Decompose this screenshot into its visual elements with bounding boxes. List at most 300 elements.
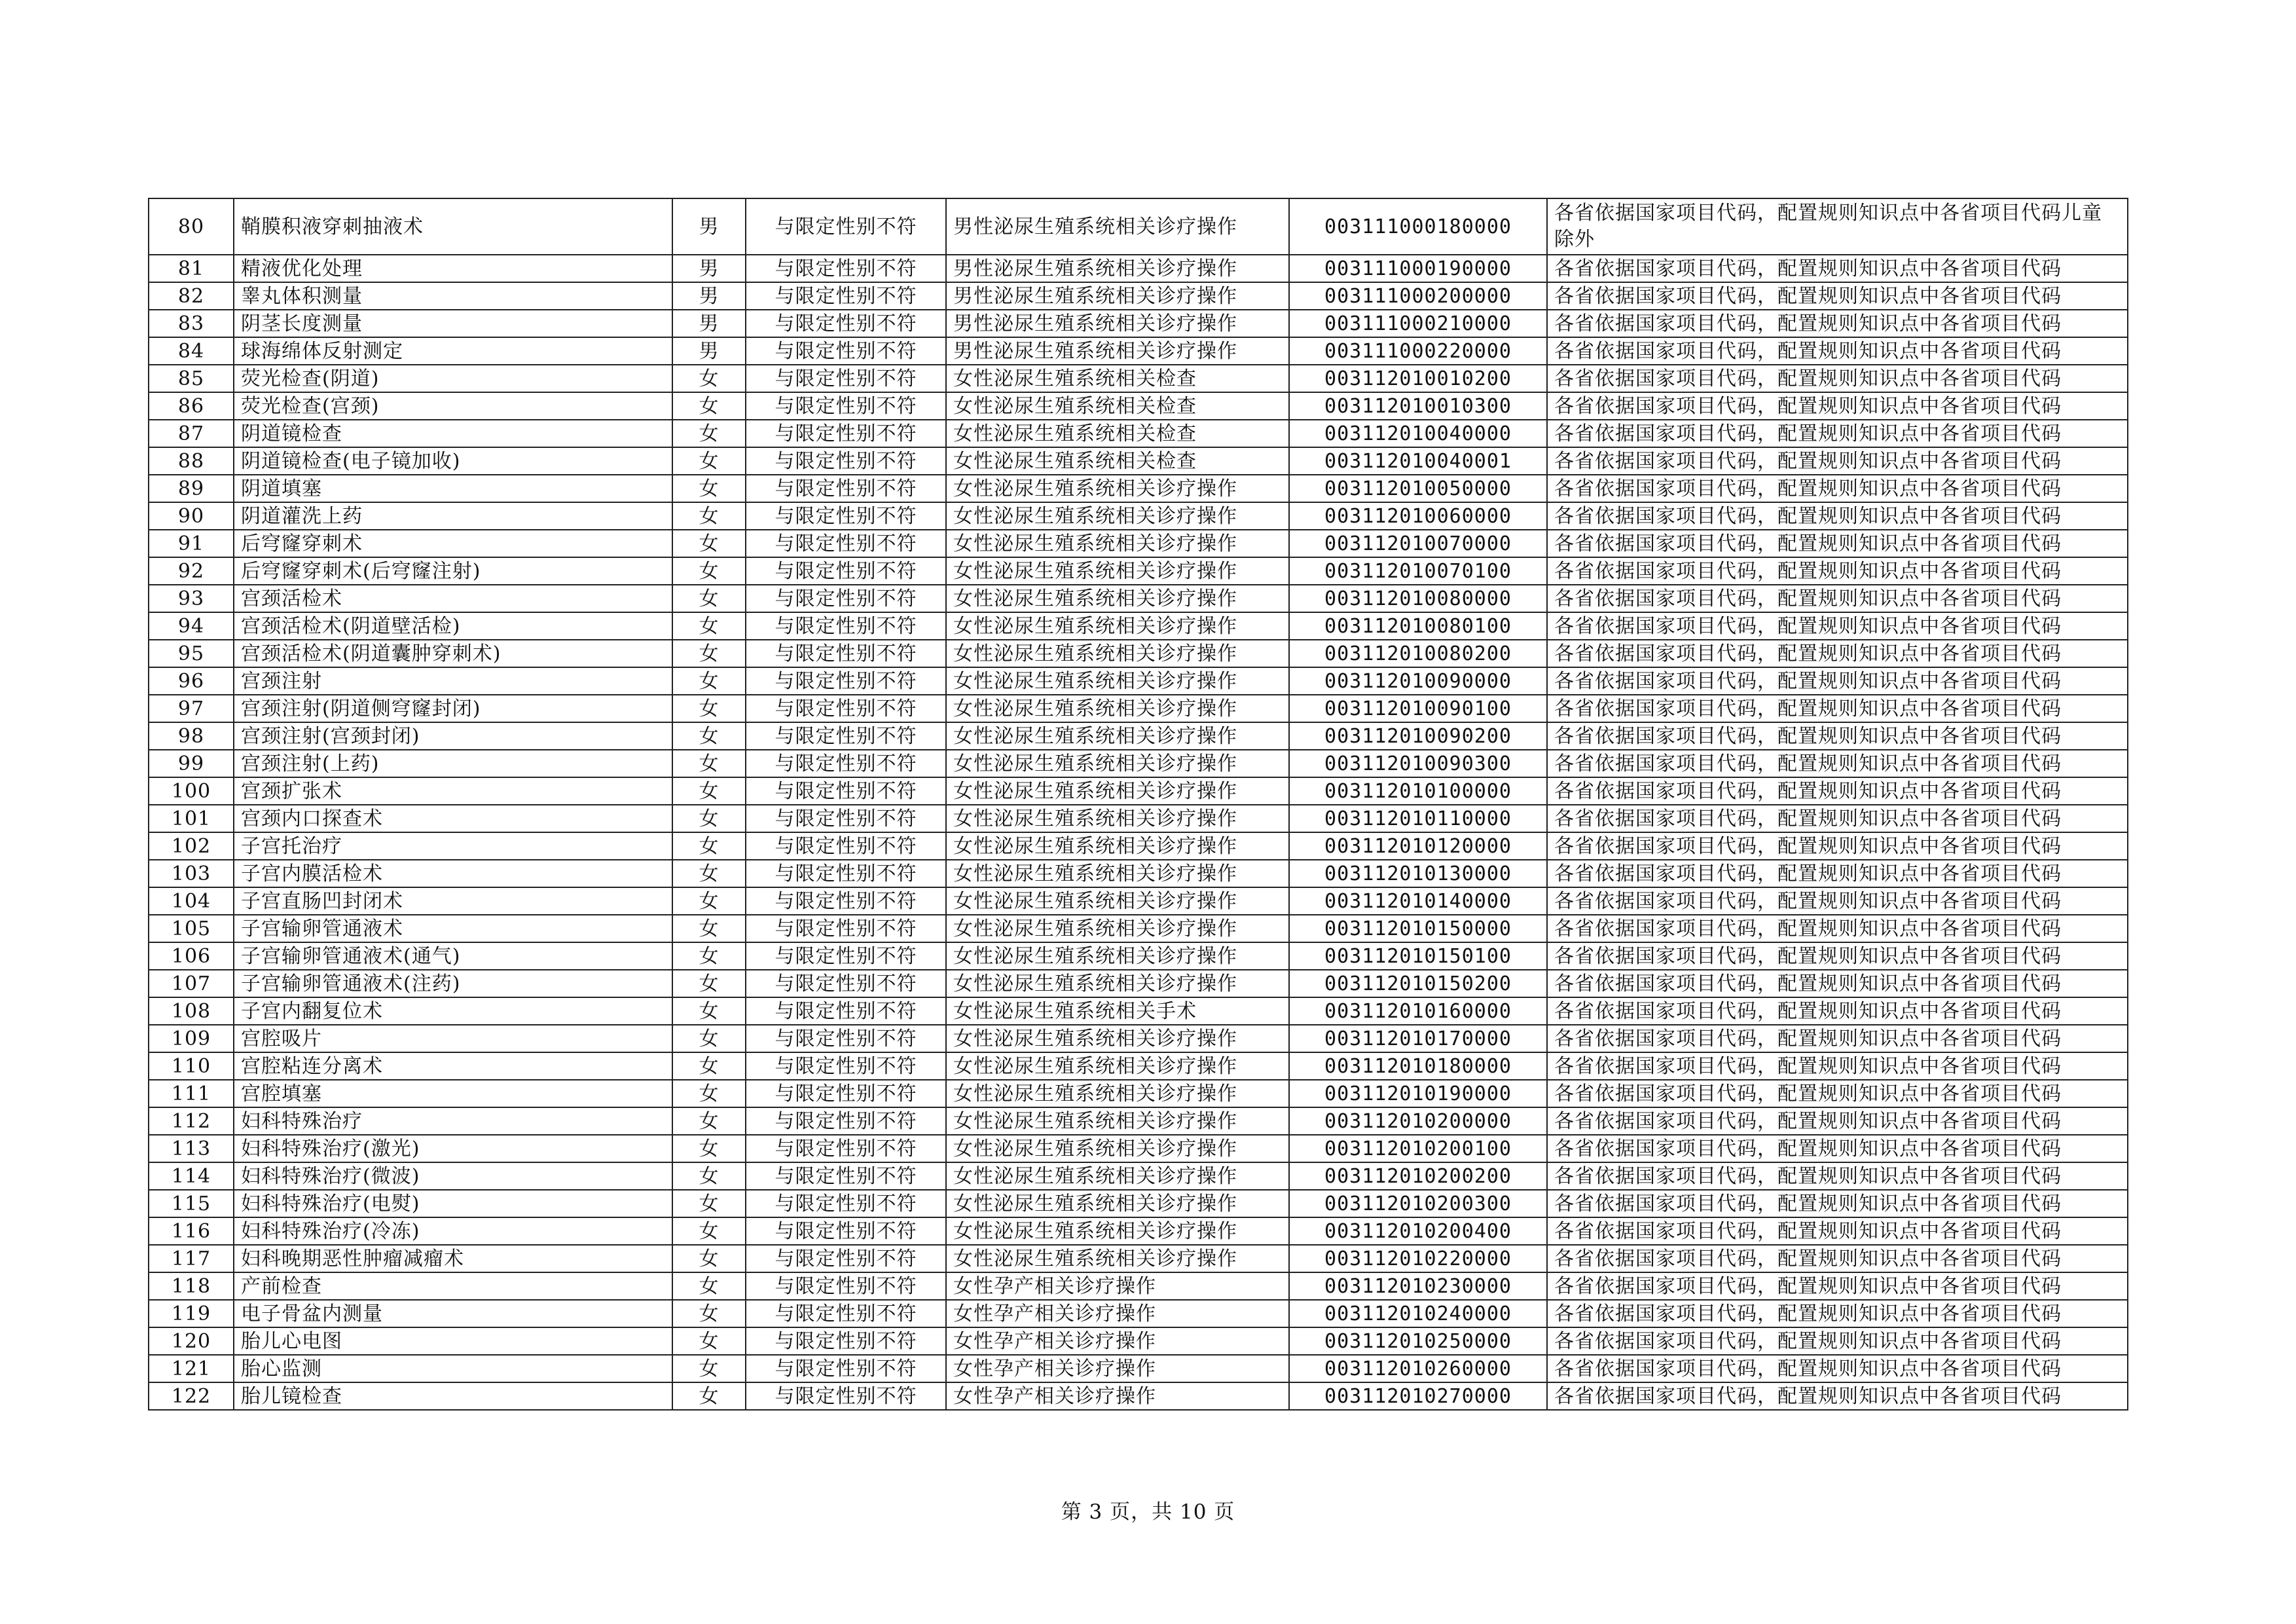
- table-row: [149, 640, 2128, 667]
- limited-gender: 女: [672, 475, 746, 502]
- limited-gender: 女: [672, 997, 746, 1025]
- rules-table: [148, 198, 2128, 1411]
- rule-description: 与限定性别不符: [746, 530, 946, 557]
- rule-description: 与限定性别不符: [746, 310, 946, 337]
- table-row: [149, 255, 2128, 282]
- item-name: 荧光检查(阴道): [234, 365, 672, 392]
- configuration-note: 各省依据国家项目代码，配置规则知识点中各省项目代码: [1547, 337, 2128, 365]
- item-name: 阴道填塞: [234, 475, 672, 502]
- item-name: 子宫输卵管通液术(注药): [234, 970, 672, 997]
- item-code: 003112010160000: [1289, 997, 1547, 1025]
- table-row: [149, 1025, 2128, 1052]
- row-number: 90: [149, 502, 234, 530]
- rule-description: 与限定性别不符: [746, 557, 946, 585]
- row-number: 103: [149, 860, 234, 887]
- table-row: [149, 750, 2128, 777]
- item-name: 宫颈活检术(阴道囊肿穿刺术): [234, 640, 672, 667]
- item-code: 003112010150100: [1289, 942, 1547, 970]
- rule-description: 与限定性别不符: [746, 1025, 946, 1052]
- item-category: 男性泌尿生殖系统相关诊疗操作: [946, 198, 1289, 255]
- item-category: 女性泌尿生殖系统相关诊疗操作: [946, 530, 1289, 557]
- rule-description: 与限定性别不符: [746, 942, 946, 970]
- table-row: [149, 1190, 2128, 1217]
- item-code: 003112010200300: [1289, 1190, 1547, 1217]
- row-number: 108: [149, 997, 234, 1025]
- configuration-note: 各省依据国家项目代码，配置规则知识点中各省项目代码: [1547, 667, 2128, 695]
- configuration-note: 各省依据国家项目代码，配置规则知识点中各省项目代码: [1547, 1135, 2128, 1162]
- item-code: 003112010180000: [1289, 1052, 1547, 1080]
- item-code: 003112010190000: [1289, 1080, 1547, 1107]
- item-name: 宫颈内口探查术: [234, 805, 672, 832]
- row-number: 80: [149, 198, 234, 255]
- row-number: 104: [149, 887, 234, 915]
- configuration-note: 各省依据国家项目代码，配置规则知识点中各省项目代码: [1547, 447, 2128, 475]
- limited-gender: 女: [672, 970, 746, 997]
- rule-description: 与限定性别不符: [746, 997, 946, 1025]
- rule-description: 与限定性别不符: [746, 1300, 946, 1327]
- table-row: [149, 337, 2128, 365]
- row-number: 85: [149, 365, 234, 392]
- item-name: 阴茎长度测量: [234, 310, 672, 337]
- item-name: 宫腔填塞: [234, 1080, 672, 1107]
- item-name: 电子骨盆内测量: [234, 1300, 672, 1327]
- table-row: [149, 1135, 2128, 1162]
- configuration-note: 各省依据国家项目代码，配置规则知识点中各省项目代码: [1547, 695, 2128, 722]
- item-category: 女性孕产相关诊疗操作: [946, 1327, 1289, 1355]
- table-row: [149, 1162, 2128, 1190]
- item-code: 003112010060000: [1289, 502, 1547, 530]
- item-code: 003112010200200: [1289, 1162, 1547, 1190]
- item-name: 阴道镜检查(电子镜加收): [234, 447, 672, 475]
- item-name: 阴道镜检查: [234, 420, 672, 447]
- configuration-note: 各省依据国家项目代码，配置规则知识点中各省项目代码: [1547, 1190, 2128, 1217]
- row-number: 119: [149, 1300, 234, 1327]
- limited-gender: 女: [672, 1355, 746, 1382]
- rule-description: 与限定性别不符: [746, 1245, 946, 1272]
- configuration-note: 各省依据国家项目代码，配置规则知识点中各省项目代码: [1547, 1162, 2128, 1190]
- limited-gender: 男: [672, 198, 746, 255]
- table-row: [149, 392, 2128, 420]
- limited-gender: 女: [672, 585, 746, 612]
- limited-gender: 女: [672, 722, 746, 750]
- rule-description: 与限定性别不符: [746, 1190, 946, 1217]
- item-category: 女性泌尿生殖系统相关诊疗操作: [946, 612, 1289, 640]
- limited-gender: 男: [672, 337, 746, 365]
- table-body: [149, 198, 2128, 1410]
- item-name: 产前检查: [234, 1272, 672, 1300]
- row-number: 105: [149, 915, 234, 942]
- item-category: 女性泌尿生殖系统相关检查: [946, 365, 1289, 392]
- limited-gender: 女: [672, 1052, 746, 1080]
- limited-gender: 女: [672, 392, 746, 420]
- limited-gender: 男: [672, 255, 746, 282]
- limited-gender: 女: [672, 612, 746, 640]
- item-code: 003112010040001: [1289, 447, 1547, 475]
- item-name: 子宫直肠凹封闭术: [234, 887, 672, 915]
- table-row: [149, 310, 2128, 337]
- table-row: [149, 1272, 2128, 1300]
- row-number: 114: [149, 1162, 234, 1190]
- item-code: 003111000190000: [1289, 255, 1547, 282]
- item-code: 003112010080200: [1289, 640, 1547, 667]
- rule-description: 与限定性别不符: [746, 777, 946, 805]
- item-category: 女性泌尿生殖系统相关诊疗操作: [946, 1107, 1289, 1135]
- item-category: 女性泌尿生殖系统相关诊疗操作: [946, 1025, 1289, 1052]
- row-number: 88: [149, 447, 234, 475]
- item-code: 003111000220000: [1289, 337, 1547, 365]
- item-category: 女性泌尿生殖系统相关诊疗操作: [946, 695, 1289, 722]
- item-name: 荧光检查(宫颈): [234, 392, 672, 420]
- row-number: 113: [149, 1135, 234, 1162]
- row-number: 120: [149, 1327, 234, 1355]
- item-code: 003112010110000: [1289, 805, 1547, 832]
- item-name: 妇科晚期恶性肿瘤减瘤术: [234, 1245, 672, 1272]
- configuration-note: 各省依据国家项目代码，配置规则知识点中各省项目代码儿童除外: [1547, 198, 2128, 255]
- limited-gender: 女: [672, 750, 746, 777]
- configuration-note: 各省依据国家项目代码，配置规则知识点中各省项目代码: [1547, 365, 2128, 392]
- item-name: 精液优化处理: [234, 255, 672, 282]
- configuration-note: 各省依据国家项目代码，配置规则知识点中各省项目代码: [1547, 282, 2128, 310]
- configuration-note: 各省依据国家项目代码，配置规则知识点中各省项目代码: [1547, 777, 2128, 805]
- item-category: 女性泌尿生殖系统相关诊疗操作: [946, 777, 1289, 805]
- item-category: 女性泌尿生殖系统相关诊疗操作: [946, 502, 1289, 530]
- row-number: 89: [149, 475, 234, 502]
- limited-gender: 女: [672, 1080, 746, 1107]
- row-number: 91: [149, 530, 234, 557]
- table-row: [149, 1245, 2128, 1272]
- table-row: [149, 832, 2128, 860]
- item-code: 003112010130000: [1289, 860, 1547, 887]
- row-number: 122: [149, 1382, 234, 1410]
- rule-description: 与限定性别不符: [746, 805, 946, 832]
- row-number: 99: [149, 750, 234, 777]
- table-row: [149, 805, 2128, 832]
- row-number: 87: [149, 420, 234, 447]
- limited-gender: 女: [672, 640, 746, 667]
- rule-description: 与限定性别不符: [746, 1272, 946, 1300]
- rule-description: 与限定性别不符: [746, 392, 946, 420]
- item-code: 003112010200100: [1289, 1135, 1547, 1162]
- item-name: 宫颈注射(宫颈封闭): [234, 722, 672, 750]
- row-number: 94: [149, 612, 234, 640]
- item-code: 003112010090000: [1289, 667, 1547, 695]
- item-category: 女性泌尿生殖系统相关诊疗操作: [946, 750, 1289, 777]
- item-name: 胎心监测: [234, 1355, 672, 1382]
- table-row: [149, 667, 2128, 695]
- configuration-note: 各省依据国家项目代码，配置规则知识点中各省项目代码: [1547, 915, 2128, 942]
- table-row: [149, 970, 2128, 997]
- item-code: 003111000200000: [1289, 282, 1547, 310]
- table-row: [149, 502, 2128, 530]
- table-row: [149, 530, 2128, 557]
- table-row: [149, 1080, 2128, 1107]
- item-category: 男性泌尿生殖系统相关诊疗操作: [946, 255, 1289, 282]
- row-number: 98: [149, 722, 234, 750]
- item-category: 女性孕产相关诊疗操作: [946, 1382, 1289, 1410]
- limited-gender: 女: [672, 942, 746, 970]
- item-category: 女性泌尿生殖系统相关检查: [946, 392, 1289, 420]
- rule-description: 与限定性别不符: [746, 502, 946, 530]
- page-footer: 第 3 页，共 10 页: [1061, 1500, 1235, 1524]
- table-row: [149, 447, 2128, 475]
- table-row: [149, 997, 2128, 1025]
- limited-gender: 女: [672, 1245, 746, 1272]
- limited-gender: 女: [672, 1107, 746, 1135]
- item-code: 003112010140000: [1289, 887, 1547, 915]
- item-name: 宫颈活检术(阴道壁活检): [234, 612, 672, 640]
- configuration-note: 各省依据国家项目代码，配置规则知识点中各省项目代码: [1547, 1382, 2128, 1410]
- item-category: 女性泌尿生殖系统相关诊疗操作: [946, 1052, 1289, 1080]
- item-code: 003112010170000: [1289, 1025, 1547, 1052]
- rule-description: 与限定性别不符: [746, 198, 946, 255]
- limited-gender: 男: [672, 282, 746, 310]
- table-row: [149, 612, 2128, 640]
- configuration-note: 各省依据国家项目代码，配置规则知识点中各省项目代码: [1547, 1300, 2128, 1327]
- item-code: 003112010150000: [1289, 915, 1547, 942]
- configuration-note: 各省依据国家项目代码，配置规则知识点中各省项目代码: [1547, 942, 2128, 970]
- limited-gender: 女: [672, 1162, 746, 1190]
- limited-gender: 女: [672, 365, 746, 392]
- rule-description: 与限定性别不符: [746, 1217, 946, 1245]
- row-number: 110: [149, 1052, 234, 1080]
- item-category: 女性泌尿生殖系统相关诊疗操作: [946, 915, 1289, 942]
- item-code: 003112010270000: [1289, 1382, 1547, 1410]
- configuration-note: 各省依据国家项目代码，配置规则知识点中各省项目代码: [1547, 1107, 2128, 1135]
- item-category: 女性泌尿生殖系统相关诊疗操作: [946, 722, 1289, 750]
- rule-description: 与限定性别不符: [746, 365, 946, 392]
- table-row: [149, 282, 2128, 310]
- configuration-note: 各省依据国家项目代码，配置规则知识点中各省项目代码: [1547, 585, 2128, 612]
- table-row: [149, 1382, 2128, 1410]
- item-category: 女性泌尿生殖系统相关检查: [946, 447, 1289, 475]
- item-code: 003112010090200: [1289, 722, 1547, 750]
- item-code: 003112010240000: [1289, 1300, 1547, 1327]
- configuration-note: 各省依据国家项目代码，配置规则知识点中各省项目代码: [1547, 1080, 2128, 1107]
- configuration-note: 各省依据国家项目代码，配置规则知识点中各省项目代码: [1547, 750, 2128, 777]
- table-row: [149, 887, 2128, 915]
- limited-gender: 女: [672, 832, 746, 860]
- row-number: 96: [149, 667, 234, 695]
- configuration-note: 各省依据国家项目代码，配置规则知识点中各省项目代码: [1547, 997, 2128, 1025]
- limited-gender: 女: [672, 695, 746, 722]
- table-row: [149, 475, 2128, 502]
- item-code: 003112010010200: [1289, 365, 1547, 392]
- rule-description: 与限定性别不符: [746, 1327, 946, 1355]
- item-name: 后穹窿穿刺术(后穹窿注射): [234, 557, 672, 585]
- configuration-note: 各省依据国家项目代码，配置规则知识点中各省项目代码: [1547, 832, 2128, 860]
- row-number: 86: [149, 392, 234, 420]
- table-row: [149, 1355, 2128, 1382]
- row-number: 117: [149, 1245, 234, 1272]
- item-name: 球海绵体反射测定: [234, 337, 672, 365]
- item-code: 003112010230000: [1289, 1272, 1547, 1300]
- configuration-note: 各省依据国家项目代码，配置规则知识点中各省项目代码: [1547, 1245, 2128, 1272]
- limited-gender: 女: [672, 887, 746, 915]
- row-number: 93: [149, 585, 234, 612]
- limited-gender: 女: [672, 915, 746, 942]
- row-number: 84: [149, 337, 234, 365]
- table-row: [149, 1327, 2128, 1355]
- item-name: 妇科特殊治疗(激光): [234, 1135, 672, 1162]
- item-category: 男性泌尿生殖系统相关诊疗操作: [946, 282, 1289, 310]
- item-code: 003112010250000: [1289, 1327, 1547, 1355]
- rule-description: 与限定性别不符: [746, 1355, 946, 1382]
- item-category: 女性孕产相关诊疗操作: [946, 1355, 1289, 1382]
- item-name: 宫颈活检术: [234, 585, 672, 612]
- configuration-note: 各省依据国家项目代码，配置规则知识点中各省项目代码: [1547, 860, 2128, 887]
- table-row: [149, 1107, 2128, 1135]
- configuration-note: 各省依据国家项目代码，配置规则知识点中各省项目代码: [1547, 392, 2128, 420]
- configuration-note: 各省依据国家项目代码，配置规则知识点中各省项目代码: [1547, 420, 2128, 447]
- item-name: 妇科特殊治疗(电熨): [234, 1190, 672, 1217]
- item-name: 宫颈注射(上药): [234, 750, 672, 777]
- row-number: 100: [149, 777, 234, 805]
- item-category: 女性泌尿生殖系统相关诊疗操作: [946, 640, 1289, 667]
- rule-description: 与限定性别不符: [746, 695, 946, 722]
- item-category: 女性孕产相关诊疗操作: [946, 1300, 1289, 1327]
- rule-description: 与限定性别不符: [746, 475, 946, 502]
- item-name: 宫颈注射(阴道侧穹窿封闭): [234, 695, 672, 722]
- item-category: 女性泌尿生殖系统相关诊疗操作: [946, 585, 1289, 612]
- rule-description: 与限定性别不符: [746, 640, 946, 667]
- rule-description: 与限定性别不符: [746, 887, 946, 915]
- row-number: 92: [149, 557, 234, 585]
- limited-gender: 女: [672, 1272, 746, 1300]
- rule-description: 与限定性别不符: [746, 1080, 946, 1107]
- item-category: 女性泌尿生殖系统相关检查: [946, 420, 1289, 447]
- item-code: 003112010150200: [1289, 970, 1547, 997]
- configuration-note: 各省依据国家项目代码，配置规则知识点中各省项目代码: [1547, 722, 2128, 750]
- row-number: 107: [149, 970, 234, 997]
- item-category: 女性泌尿生殖系统相关诊疗操作: [946, 1245, 1289, 1272]
- limited-gender: 女: [672, 502, 746, 530]
- item-name: 妇科特殊治疗: [234, 1107, 672, 1135]
- item-category: 女性泌尿生殖系统相关诊疗操作: [946, 1217, 1289, 1245]
- rule-description: 与限定性别不符: [746, 1162, 946, 1190]
- table-row: [149, 1300, 2128, 1327]
- table-row: [149, 722, 2128, 750]
- item-name: 后穹窿穿刺术: [234, 530, 672, 557]
- rule-description: 与限定性别不符: [746, 1382, 946, 1410]
- configuration-note: 各省依据国家项目代码，配置规则知识点中各省项目代码: [1547, 805, 2128, 832]
- item-code: 003112010040000: [1289, 420, 1547, 447]
- configuration-note: 各省依据国家项目代码，配置规则知识点中各省项目代码: [1547, 530, 2128, 557]
- configuration-note: 各省依据国家项目代码，配置规则知识点中各省项目代码: [1547, 1327, 2128, 1355]
- table-row: [149, 557, 2128, 585]
- rule-description: 与限定性别不符: [746, 750, 946, 777]
- table-row: [149, 777, 2128, 805]
- item-code: 003112010080000: [1289, 585, 1547, 612]
- rule-description: 与限定性别不符: [746, 832, 946, 860]
- configuration-note: 各省依据国家项目代码，配置规则知识点中各省项目代码: [1547, 1052, 2128, 1080]
- item-code: 003112010100000: [1289, 777, 1547, 805]
- rule-description: 与限定性别不符: [746, 970, 946, 997]
- rule-description: 与限定性别不符: [746, 1135, 946, 1162]
- item-category: 女性泌尿生殖系统相关诊疗操作: [946, 970, 1289, 997]
- item-code: 003112010090100: [1289, 695, 1547, 722]
- item-name: 子宫内翻复位术: [234, 997, 672, 1025]
- item-name: 妇科特殊治疗(冷冻): [234, 1217, 672, 1245]
- row-number: 95: [149, 640, 234, 667]
- row-number: 115: [149, 1190, 234, 1217]
- configuration-note: 各省依据国家项目代码，配置规则知识点中各省项目代码: [1547, 970, 2128, 997]
- item-name: 妇科特殊治疗(微波): [234, 1162, 672, 1190]
- item-name: 胎儿镜检查: [234, 1382, 672, 1410]
- item-name: 子宫内膜活检术: [234, 860, 672, 887]
- item-name: 睾丸体积测量: [234, 282, 672, 310]
- limited-gender: 女: [672, 1327, 746, 1355]
- rule-description: 与限定性别不符: [746, 722, 946, 750]
- limited-gender: 男: [672, 310, 746, 337]
- item-code: 003112010010300: [1289, 392, 1547, 420]
- item-category: 女性泌尿生殖系统相关手术: [946, 997, 1289, 1025]
- table-row: [149, 860, 2128, 887]
- rule-description: 与限定性别不符: [746, 255, 946, 282]
- table-row: [149, 365, 2128, 392]
- limited-gender: 女: [672, 860, 746, 887]
- row-number: 102: [149, 832, 234, 860]
- table-row: [149, 1052, 2128, 1080]
- configuration-note: 各省依据国家项目代码，配置规则知识点中各省项目代码: [1547, 1217, 2128, 1245]
- rule-description: 与限定性别不符: [746, 860, 946, 887]
- limited-gender: 女: [672, 1300, 746, 1327]
- item-category: 女性泌尿生殖系统相关诊疗操作: [946, 805, 1289, 832]
- limited-gender: 女: [672, 805, 746, 832]
- row-number: 81: [149, 255, 234, 282]
- configuration-note: 各省依据国家项目代码，配置规则知识点中各省项目代码: [1547, 557, 2128, 585]
- item-category: 女性泌尿生殖系统相关诊疗操作: [946, 860, 1289, 887]
- limited-gender: 女: [672, 530, 746, 557]
- document-sheet: [148, 198, 2127, 1411]
- configuration-note: 各省依据国家项目代码，配置规则知识点中各省项目代码: [1547, 255, 2128, 282]
- row-number: 83: [149, 310, 234, 337]
- item-code: 003112010050000: [1289, 475, 1547, 502]
- item-code: 003112010090300: [1289, 750, 1547, 777]
- item-category: 女性泌尿生殖系统相关诊疗操作: [946, 1080, 1289, 1107]
- item-name: 阴道灌洗上药: [234, 502, 672, 530]
- configuration-note: 各省依据国家项目代码，配置规则知识点中各省项目代码: [1547, 502, 2128, 530]
- table-row: [149, 1217, 2128, 1245]
- item-category: 女性泌尿生殖系统相关诊疗操作: [946, 1162, 1289, 1190]
- rule-description: 与限定性别不符: [746, 585, 946, 612]
- limited-gender: 女: [672, 1190, 746, 1217]
- item-code: 003112010080100: [1289, 612, 1547, 640]
- rule-description: 与限定性别不符: [746, 915, 946, 942]
- limited-gender: 女: [672, 777, 746, 805]
- table-row: [149, 198, 2128, 255]
- configuration-note: 各省依据国家项目代码，配置规则知识点中各省项目代码: [1547, 1355, 2128, 1382]
- item-name: 鞘膜积液穿刺抽液术: [234, 198, 672, 255]
- item-code: 003112010200000: [1289, 1107, 1547, 1135]
- configuration-note: 各省依据国家项目代码，配置规则知识点中各省项目代码: [1547, 1272, 2128, 1300]
- rule-description: 与限定性别不符: [746, 420, 946, 447]
- item-category: 男性泌尿生殖系统相关诊疗操作: [946, 337, 1289, 365]
- item-category: 女性泌尿生殖系统相关诊疗操作: [946, 1135, 1289, 1162]
- limited-gender: 女: [672, 557, 746, 585]
- item-name: 宫颈注射: [234, 667, 672, 695]
- item-category: 女性泌尿生殖系统相关诊疗操作: [946, 832, 1289, 860]
- row-number: 106: [149, 942, 234, 970]
- row-number: 82: [149, 282, 234, 310]
- item-code: 003112010070000: [1289, 530, 1547, 557]
- row-number: 109: [149, 1025, 234, 1052]
- row-number: 101: [149, 805, 234, 832]
- rule-description: 与限定性别不符: [746, 337, 946, 365]
- rule-description: 与限定性别不符: [746, 612, 946, 640]
- item-code: 003112010200400: [1289, 1217, 1547, 1245]
- item-category: 女性泌尿生殖系统相关诊疗操作: [946, 1190, 1289, 1217]
- item-category: 男性泌尿生殖系统相关诊疗操作: [946, 310, 1289, 337]
